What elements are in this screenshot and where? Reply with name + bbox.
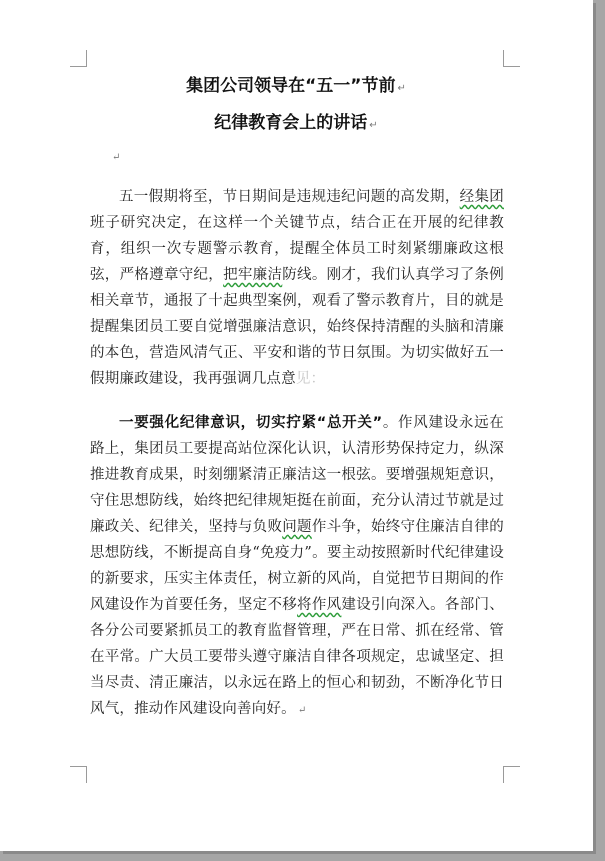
body-paragraph-1[interactable]: 五一假期将至，节日期间是违规违纪问题的高发期，经集团班子研究决定，在这样一个关键节点，结合正在开展的纪律教育，组织一次专题警示教育，提醒全体员工时刻紧绷廉政这根弦，严格遵章守纪，把牢廉洁防线。刚才，我们认真学习了条例相关章节，通报了十起典型案例，观看了警示教育片，目的就是提醒集团员工要自觉增强廉洁意识，始终保持清醒的头脑和清廉的本色，营造风清气正、平安和谐的节日氛围。为切实做好五一假期廉政建设，我再强调几点意见：	[90, 189, 504, 387]
paragraph-mark-icon: ↵	[297, 705, 307, 716]
document-title-line-1: 集团公司领导在“五一”节前 ↵	[186, 76, 406, 96]
paragraph-mark-icon: ↵	[112, 152, 121, 163]
crop-mark-bottom-right	[503, 766, 520, 783]
body-paragraph-2[interactable]: 一要强化纪律意识，切实拧紧“总开关”。作风建设永远在路上，集团员工要提高站位深化认识，认清形势保持定力，纵深推进教育成果，时刻绷紧清正廉洁这一根弦。要增强规矩意识，守住思想防线，始终把纪律规矩挺在前面，充分认清过节就是过廉政关、纪律关，坚持与负败问题作斗争，始终守住廉洁自律的思想防线，不断提高自身“免疫力”。要主动按照新时代纪律建设的新要求，压实主体责任，树立新的风尚，自觉把节日期间的作风建设作为首要任务，坚定不移将作风建设引向深入。各部门、各分公司要紧抓员工的教育监督管理，严在日常、抓在经常、管在平常。广大员工要带头遵守廉洁自律各项规定，忠诚坚定、担当尽责、清正廉洁，以永远在路上的恒心和韧劲，不断净化节日风气，推动作风建设向善向好。 ↵	[90, 415, 504, 717]
spellcheck-flag: 经集团	[459, 189, 504, 205]
spellcheck-flag: 将作风	[297, 597, 342, 613]
document-title-line-2: 纪律教育会上的讲话 ↵	[214, 113, 378, 133]
paragraph-mark-icon: ↵	[369, 120, 378, 131]
crop-mark-top-right	[503, 50, 520, 67]
spellcheck-flag: 把牢廉洁	[223, 267, 283, 283]
section-heading: 一要强化纪律意识，切实拧紧“总开关”	[119, 415, 383, 431]
faded-text: 见：	[295, 371, 326, 387]
paragraph-mark-icon: ↵	[397, 83, 406, 94]
crop-mark-bottom-left	[70, 766, 87, 783]
spellcheck-flag: 问题	[282, 519, 312, 535]
crop-mark-top-left	[70, 50, 87, 67]
